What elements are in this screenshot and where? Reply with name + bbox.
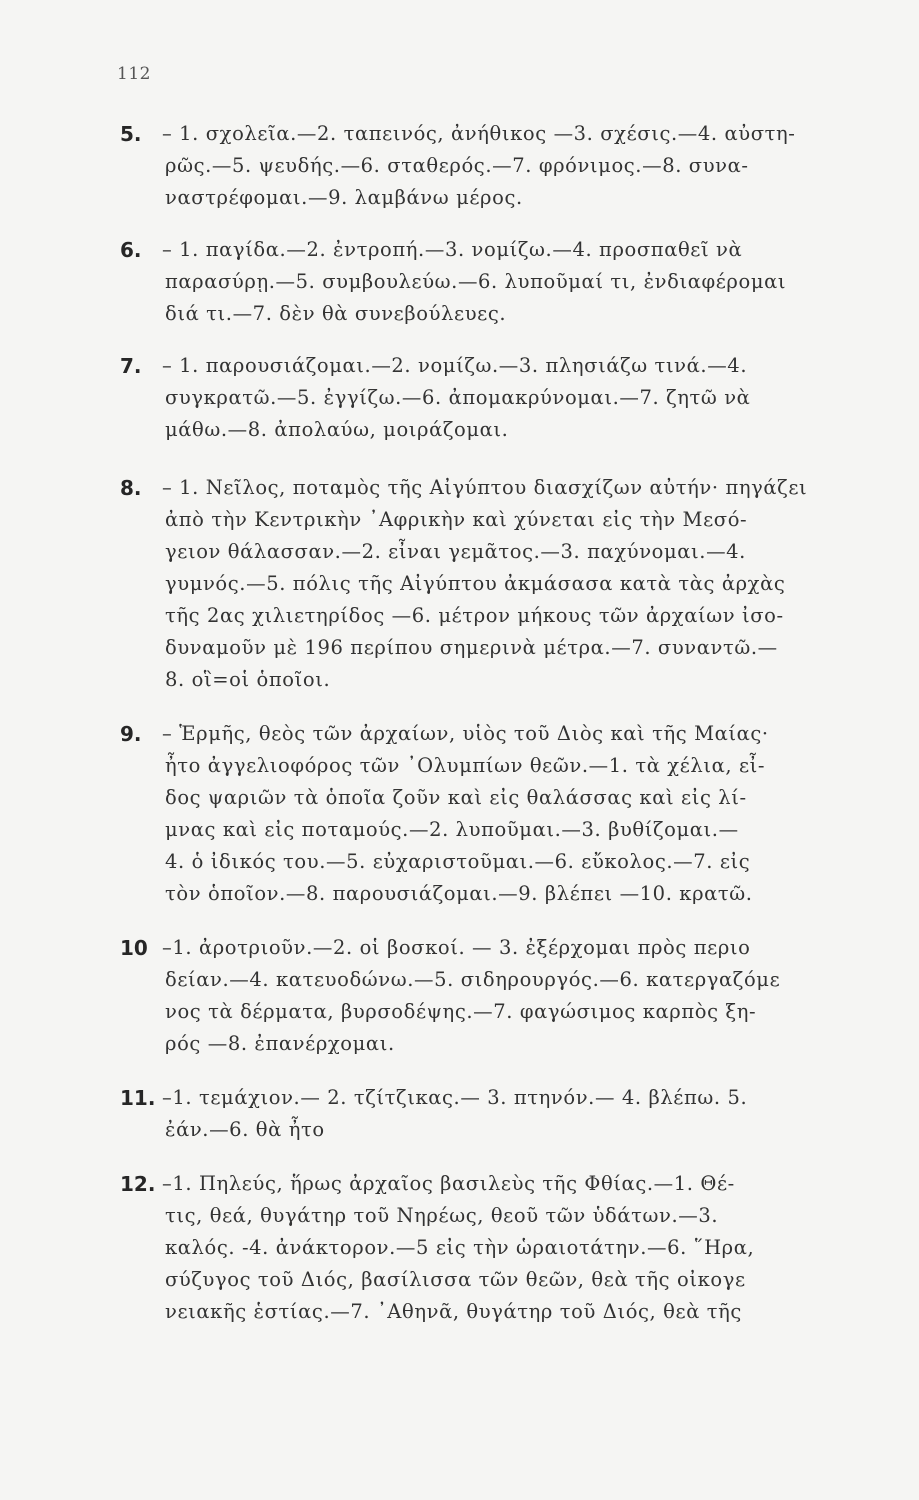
entry-line: συγκρατῶ.—5. ἐγγίζω.—6. ἀπομακρύνομαι.—7. ζητῶ νὰ [165,386,751,409]
entry-7 [120,350,878,446]
entry-6 [120,234,878,330]
entry-line: διά τι.—7. δὲν θὰ συνεβούλευες. [165,302,507,325]
entry-line: δος ψαριῶν τὰ ὁποῖα ζοῦν καὶ εἰς θαλάσσας καὶ εἰς λί- [165,786,747,809]
entry-number: 12. [120,1172,156,1196]
entry-10 [120,932,878,1060]
entry-line: –1. τεμάχιον.— 2. τζίτζικας.— 3. πτηνόν.— 4. βλέπω. 5. [162,1086,748,1109]
entry-line: νος τὰ δέρματα, βυρσοδέψης.—7. φαγώσιμος καρπὸς ξη- [165,1000,757,1023]
entry-number: 11. [120,1086,156,1110]
entry-number: 9. [120,722,142,746]
entry-line: γειον θάλασσαν.—2. εἶναι γεμᾶτος.—3. παχύνομαι.—4. [165,540,746,563]
entry-line: μνας καὶ εἰς ποταμούς.—2. λυποῦμαι.—3. βυθίζομαι.— [165,818,739,841]
entry-line: ρός —8. ἐπανέρχομαι. [165,1032,395,1055]
entry-8 [120,472,878,696]
answer-key-list [120,118,878,1328]
entry-9 [120,718,878,910]
entry-line: ρῶς.—5. ψευδής.—6. σταθερός.—7. φρόνιμος.—8. συνα- [165,154,749,177]
entry-line: παρασύρῃ.—5. συμβουλεύω.—6. λυποῦμαί τι, ἐνδιαφέρομαι [165,270,787,293]
entry-line: δείαν.—4. κατευοδώνω.—5. σιδηρουργός.—6. κατεργαζόμε [165,968,781,991]
entry-line: σύζυγος τοῦ Διός, βασίλισσα τῶν θεῶν, θεὰ τῆς οἰκογε [165,1268,746,1291]
entry-11 [120,1082,878,1146]
entry-number: 8. [120,476,142,500]
entry-line: τὸν ὁποῖον.—8. παρουσιάζομαι.—9. βλέπει —10. κρατῶ. [165,882,753,905]
entry-line: τις, θεά, θυγάτηρ τοῦ Νηρέως, θεοῦ τῶν ὑδάτων.—3. [165,1204,719,1227]
entry-line: καλός. -4. ἀνάκτορον.—5 εἰς τὴν ὡραιοτάτην.—6. ῞Ηρα, [165,1236,755,1259]
entry-number: 6. [120,238,142,262]
entry-line: δυναμοῦν μὲ 196 περίπου σημερινὰ μέτρα.—7. συναντῶ.— [165,636,778,659]
entry-line: – Ἑρμῆς, θεὸς τῶν ἀρχαίων, υἱὸς τοῦ Διὸς καὶ τῆς Μαίας· [162,722,769,745]
entry-line: 8. οἳ=οἱ ὁποῖοι. [165,668,331,691]
page-number: 112 [117,64,151,84]
entry-line: – 1. Νεῖλος, ποταμὸς τῆς Αἰγύπτου διασχίζων αὐτήν· πηγάζει [162,476,808,499]
entry-line: ἀπὸ τὴν Κεντρικὴν ᾿Αφρικὴν καὶ χύνεται εἰς τὴν Μεσό- [165,508,748,531]
entry-12 [120,1168,878,1328]
entry-line: ἐάν.—6. θὰ ἦτο [165,1118,325,1141]
entry-line: μάθω.—8. ἀπολαύω, μοιράζομαι. [165,418,509,441]
entry-line: ναστρέφομαι.—9. λαμβάνω μέρος. [165,186,523,209]
entry-line: –1. ἀροτριοῦν.—2. οἱ βοσκοί. — 3. ἐξέρχομαι πρὸς περιο [162,936,751,959]
entry-line: – 1. παγίδα.—2. ἐντροπή.—3. νομίζω.—4. προσπαθεῖ νὰ [162,238,743,261]
entry-line: – 1. παρουσιάζομαι.—2. νομίζω.—3. πλησιάζω τινά.—4. [162,354,748,377]
entry-line: νειακῆς ἑστίας.—7. ᾿Αθηνᾶ, θυγάτηρ τοῦ Διός, θεὰ τῆς [165,1300,742,1323]
entry-number: 10 [120,936,148,960]
entry-line: – 1. σχολεῖα.—2. ταπεινός, ἀνήθικος —3. σχέσις.—4. αὐστη- [162,122,796,145]
entry-line: γυμνός.—5. πόλις τῆς Αἰγύπτου ἀκμάσασα κατὰ τὰς ἀρχὰς [165,572,786,595]
entry-line: –1. Πηλεύς, ἥρως ἀρχαῖος βασιλεὺς τῆς Φθίας.—1. Θέ- [162,1172,735,1195]
entry-line: 4. ὁ ἰδικός του.—5. εὐχαριστοῦμαι.—6. εὔκολος.—7. εἰς [165,850,751,873]
entry-number: 5. [120,122,142,146]
entry-number: 7. [120,354,142,378]
entry-line: τῆς 2ας χιλιετηρίδος —6. μέτρον μήκους τῶν ἀρχαίων ἰσο- [165,604,784,627]
entry-line: ἦτο ἀγγελιοφόρος τῶν ᾿Ολυμπίων θεῶν.—1. τὰ χέλια, εἶ- [165,754,766,777]
entry-5 [120,118,878,214]
